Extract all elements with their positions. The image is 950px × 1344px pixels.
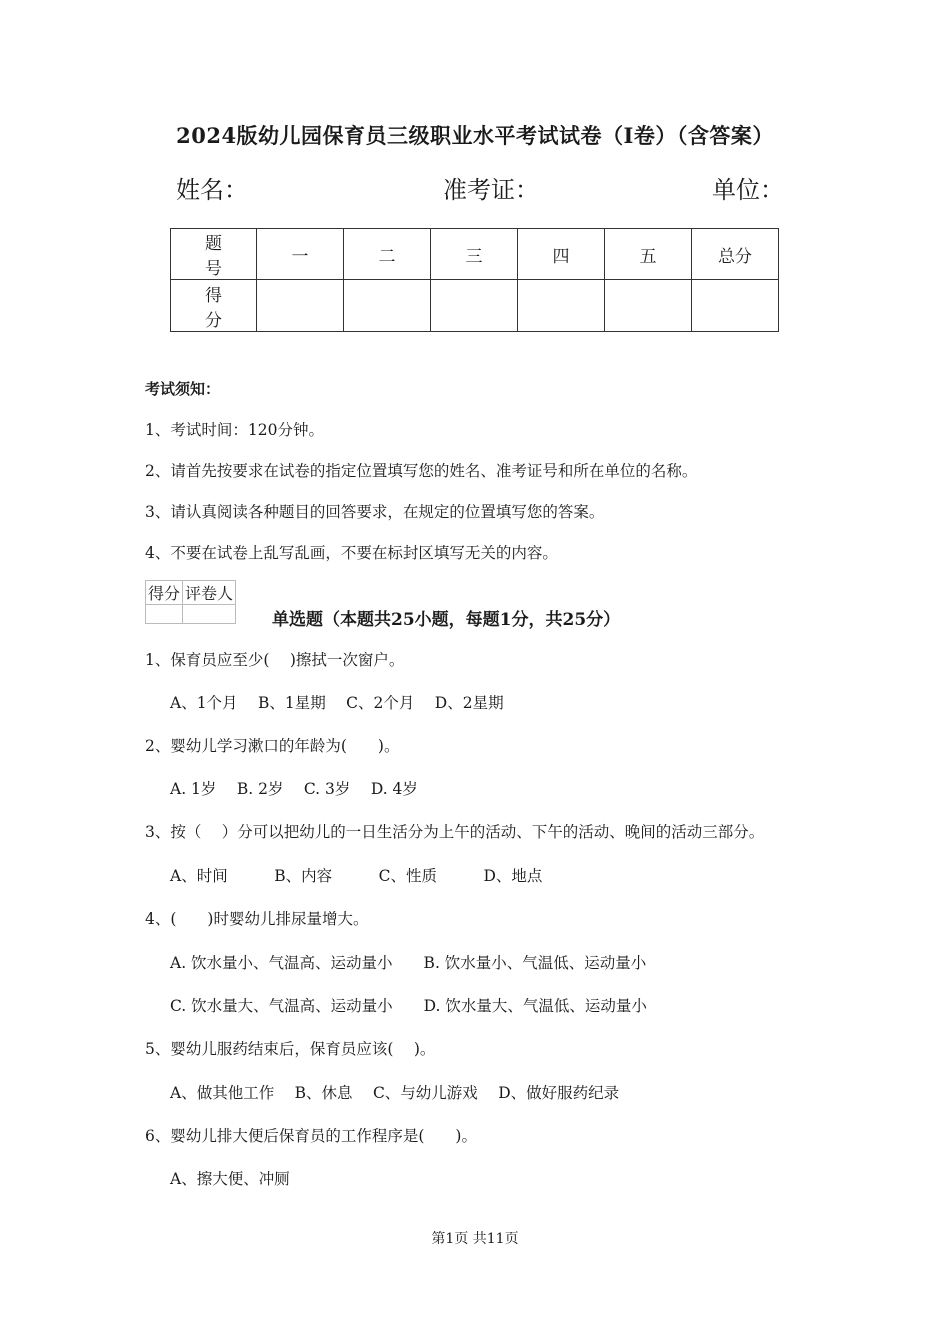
header-cell-4: 四	[518, 229, 605, 280]
header-cell-5: 五	[605, 229, 692, 280]
score-table-header-row	[171, 229, 779, 280]
score-cell	[692, 280, 779, 332]
question-options: A、1个月 B、1星期 C、2个月 D、2星期	[170, 694, 504, 712]
grader-box	[145, 580, 236, 624]
grader-box-score-label: 得分	[146, 581, 183, 605]
question-stem: 2、婴幼儿学习漱口的年龄为( )。	[145, 737, 400, 755]
question-options: C. 饮水量大、气温高、运动量小 D. 饮水量大、气温低、运动量小	[170, 997, 647, 1015]
unit-field-label: 单位：	[712, 176, 784, 204]
score-table-score-row	[171, 280, 779, 332]
row-label-score: 得 分	[171, 280, 257, 332]
header-cell-3: 三	[431, 229, 518, 280]
notice-item: 3、请认真阅读各种题目的回答要求，在规定的位置填写您的答案。	[145, 503, 605, 521]
notice-heading: 考试须知：	[145, 380, 221, 398]
page-footer: 第1页 共11页	[431, 1231, 519, 1247]
grader-box-grader-cell	[183, 605, 236, 624]
question-options: A. 1岁 B. 2岁 C. 3岁 D. 4岁	[170, 780, 418, 798]
question-options: A. 饮水量小、气温高、运动量小 B. 饮水量小、气温低、运动量小	[170, 954, 647, 972]
header-cell-2: 二	[344, 229, 431, 280]
score-cell	[431, 280, 518, 332]
score-cell	[518, 280, 605, 332]
question-stem: 6、婴幼儿排大便后保育员的工作程序是( )。	[145, 1127, 477, 1145]
question-options: A、时间 B、内容 C、性质 D、地点	[170, 867, 543, 885]
score-cell	[344, 280, 431, 332]
notice-item: 1、考试时间：120分钟。	[145, 421, 324, 439]
name-field-label: 姓名：	[176, 176, 248, 204]
question-stem: 4、( )时婴幼儿排尿量增大。	[145, 910, 369, 928]
exam-id-field-label: 准考证：	[443, 176, 539, 204]
question-stem: 1、保育员应至少( )擦拭一次窗户。	[145, 651, 405, 669]
question-stem: 3、按（ ）分可以把幼儿的一日生活分为上午的活动、下午的活动、晚间的活动三部分。	[145, 823, 765, 841]
header-cell-1: 一	[257, 229, 344, 280]
score-table	[170, 228, 779, 332]
section-title: 单选题（本题共25小题，每题1分，共25分）	[272, 610, 621, 630]
question-options: A、做其他工作 B、休息 C、与幼儿游戏 D、做好服药纪录	[170, 1084, 620, 1102]
grader-box-score-cell	[146, 605, 183, 624]
header-cell-total: 总分	[692, 229, 779, 280]
score-cell	[605, 280, 692, 332]
question-options: A、擦大便、冲厕	[170, 1170, 290, 1188]
grader-box-grader-label: 评卷人	[183, 581, 236, 605]
page-title: 2024版幼儿园保育员三级职业水平考试试卷（I卷）（含答案）	[176, 123, 774, 148]
question-stem: 5、婴幼儿服药结束后，保育员应该( )。	[145, 1040, 436, 1058]
notice-item: 2、请首先按要求在试卷的指定位置填写您的姓名、准考证号和所在单位的名称。	[145, 462, 698, 480]
notice-item: 4、不要在试卷上乱写乱画，不要在标封区填写无关的内容。	[145, 544, 558, 562]
header-cell-question-no: 题 号	[171, 229, 257, 280]
score-cell	[257, 280, 344, 332]
